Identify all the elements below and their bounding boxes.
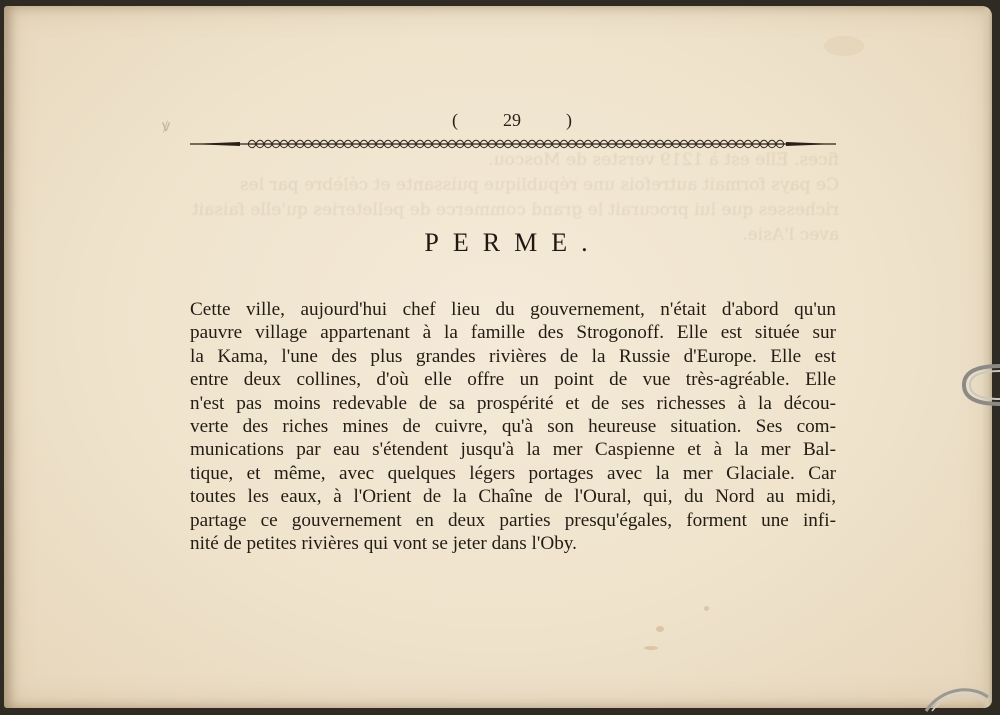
text-line: n'est pas moins redevable de sa prospérité et de ses richesses à la décou- [190,392,836,414]
foxing-stain [824,36,864,56]
folio-paren-close: ) [566,110,572,130]
page-clip-icon [922,683,992,713]
bleed-line: fices. Elle est à 1219 verstes de Moscou. [488,150,839,170]
ornamental-rule [190,136,836,152]
pencil-mark: ꝟ [162,116,171,135]
text-line: verte des riches mines de cuivre, qu'à son heureuse situation. Ses com- [190,415,836,437]
bleed-line: Ce pays formait autrefois une république puissante et célèbre par les [239,175,839,195]
page-number [452,110,572,131]
page-clip-icon [960,362,1000,408]
text-line: tique, et même, avec quelques légers portages avec la mer Glaciale. Car [190,462,836,484]
text-line: partage ce gouvernement en deux parties presqu'égales, forment une infi- [190,509,836,531]
text-line: Cette ville, aujourd'hui chef lieu du gouvernement, n'était d'abord qu'un [190,299,836,320]
text-line: nité de petites rivières qui vont se jeter dans l'Oby. [190,532,577,554]
text-line: la Kama, l'une des plus grandes rivières de la Russie d'Europe. Elle est [190,345,836,367]
folio-paren-open: ( [452,110,458,130]
text-line: entre deux collines, d'où elle offre un point de vue très-agréable. Elle [190,369,836,391]
text-line: pauvre village appartenant à la famille des Strogonoff. Elle est située sur [190,322,836,344]
bleed-line: avec l'Asie. [742,225,839,245]
book-page [4,6,992,708]
bleed-line: richesses que lui procurait le grand commerce de pelleteries qu'elle faisait [191,200,839,220]
body-paragraph [190,298,836,555]
foxing-stain [644,646,658,650]
text-line: munications par eau s'étendent jusqu'à la mer Caspienne et à la mer Bal- [190,439,836,461]
folio-number: 29 [503,110,521,130]
text-line: toutes les eaux, à l'Orient de la Chaîne de l'Oural, qui, du Nord au midi, [190,486,836,508]
page-title: PERME. [424,228,602,257]
page-edge [982,6,992,708]
foxing-stain [656,626,664,632]
foxing-stain [704,606,709,611]
